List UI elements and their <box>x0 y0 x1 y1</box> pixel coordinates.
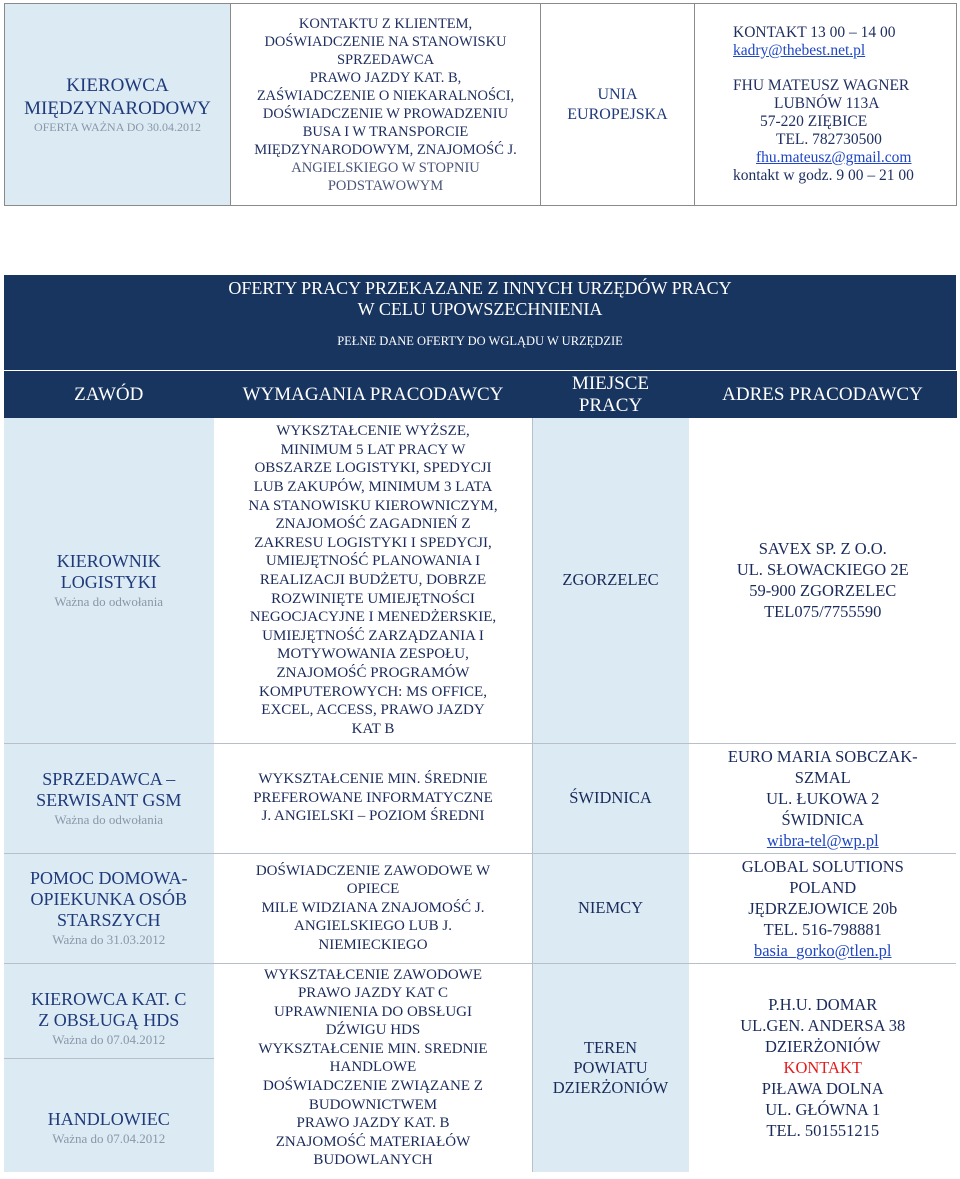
offer-address-line: UL. SŁOWACKIEGO 2E <box>736 560 909 580</box>
top-place-cell <box>541 4 695 206</box>
top-requirement-line: ANGIELSKIEGO W STOPNIU <box>291 159 480 176</box>
banner-heading <box>4 278 956 320</box>
offer-zawod-line: Z OBSŁUGĄ HDS <box>38 1009 180 1030</box>
offer-address-line: DZIERŻONIÓW <box>765 1037 881 1057</box>
offer-zawod-line: HANDLOWIEC <box>47 1108 170 1129</box>
top-contact-cell <box>695 4 957 206</box>
banner-line2: W CELU UPOWSZECHNIENIA <box>357 299 603 319</box>
offer-requirement-line: OBSZARZE LOGISTYKI, SPEDYCJI <box>254 460 492 477</box>
offer-requirement-line: DOŚWIADCZENIE ZWIĄZANE Z <box>263 1078 483 1095</box>
header-adres: ADRES PRACODAWCY <box>689 371 956 418</box>
offer-zawod <box>8 868 210 931</box>
top-phone: TEL. 782730500 <box>776 131 882 148</box>
offers-header-row <box>4 371 956 418</box>
offer-address-line: TEL075/7755590 <box>764 602 882 622</box>
header-zawod: ZAWÓD <box>4 371 214 418</box>
offer-requirement-line: DOŚWIADCZENIE ZAWODOWE W <box>255 862 491 879</box>
offer-requirement-line: PRAWO JAZDY KAT C <box>297 985 449 1002</box>
offer-requirement-line: MILE WIDZIANA ZNAJOMOŚĆ J. <box>261 899 485 916</box>
offer-address-line: EURO MARIA SOBCZAK- <box>727 746 918 766</box>
offer-zawod-line: KIEROWCA KAT. C <box>31 988 187 1009</box>
offer-validity: Ważna do odwołania <box>54 593 164 609</box>
offer-validity: Ważna do 07.04.2012 <box>52 1031 166 1047</box>
top-requirement-line: PRAWO JAZDY KAT. B, <box>309 69 462 86</box>
offer-email-link[interactable]: basia_gorko@tlen.pl <box>753 940 892 960</box>
offer-requirement-line: ZAKRESU LOGISTYKI I SPEDYCJI, <box>254 534 492 551</box>
offer-row <box>4 743 956 853</box>
offer-requirement-line: OPIECE <box>346 881 400 898</box>
offer-requirement-line: KOMPUTEROWYCH: MS OFFICE, <box>259 683 487 700</box>
offer-requirement-line: MINIMUM 5 LAT PRACY W <box>280 441 466 458</box>
offers-table <box>4 371 957 1172</box>
top-requirement-line: DOŚWIADCZENIE W PROWADZENIU <box>262 105 509 122</box>
offer-requirement-line: BUDOWLANYCH <box>313 1152 433 1169</box>
offer-address-line: 59-900 ZGORZELEC <box>749 581 897 601</box>
top-offer-table <box>4 3 957 206</box>
offer-requirement-line: WYKSZTAŁCENIE ZAWODOWE <box>264 966 482 983</box>
offer-zawod-line: POMOC DOMOWA- <box>29 868 188 888</box>
offer-requirement-line: UPRAWNIENIA DO OBSŁUGI <box>274 1003 472 1020</box>
offer-place-cell <box>532 418 689 743</box>
offer-place-line: DZIERŻONIÓW <box>552 1077 669 1097</box>
offer-zawod <box>8 769 210 811</box>
offer-zawod-line: SERWISANT GSM <box>36 789 182 810</box>
offer-requirement-line: REALIZACJI BUDŻETU, DOBRZE <box>259 571 487 588</box>
offer-address-cell <box>689 743 956 853</box>
offer-row <box>4 418 956 743</box>
offer-zawod-cell <box>4 853 214 963</box>
top-email-link[interactable]: fhu.mateusz@gmail.com <box>756 149 912 166</box>
banner-note: PEŁNE DANE OFERTY DO WGLĄDU W URZĘDZIE <box>337 334 623 348</box>
banner-line1: OFERTY PRACY PRZEKAZANE Z INNYCH URZĘDÓW PRACY <box>228 278 732 298</box>
header-miejsce-line: PRACY <box>578 394 643 416</box>
offer-zawod <box>8 989 210 1031</box>
offer-requirement-line: ZNAJOMOŚĆ PROGRAMÓW <box>276 664 470 681</box>
top-requirements-cell <box>231 4 541 206</box>
top-city: 57-220 ZIĘBICE <box>760 113 868 130</box>
offer-requirements-cell <box>214 418 532 743</box>
offer-address-cell <box>689 963 956 1172</box>
offer-address-line: ŚWIDNICA <box>781 809 864 829</box>
offer-requirement-line: WYKSZTAŁCENIE WYŻSZE, <box>276 423 470 440</box>
offer-address-line: GLOBAL SOLUTIONS <box>741 856 904 876</box>
offer-validity: Ważna do 07.04.2012 <box>52 1130 166 1146</box>
top-requirement-line: MIĘDZYNARODOWYM, ZNAJOMOŚĆ J. <box>254 141 517 158</box>
offer-requirement-line: PREFEROWANE INFORMATYCZNE <box>253 789 493 806</box>
header-miejsce-line: MIEJSCE <box>571 372 650 394</box>
offer-requirements-cell <box>214 853 532 963</box>
offer-place-line: POWIATU <box>573 1057 648 1077</box>
top-company: FHU MATEUSZ WAGNER <box>733 77 910 94</box>
offer-address-line: UL. ŁUKOWA 2 <box>766 788 880 808</box>
offer-zawod-line: STARSZYCH <box>56 910 161 930</box>
offer-place-line: TEREN <box>583 1037 638 1057</box>
offer-address-line: PIŁAWA DOLNA <box>761 1079 884 1099</box>
offer-address-line: SAVEX SP. Z O.O. <box>758 539 887 559</box>
offer-contact-label: KONTAKT <box>783 1058 862 1078</box>
offer-requirements-cell <box>214 963 532 1172</box>
offer-zawod-line: OPIEKUNKA OSÓB <box>30 889 187 909</box>
offer-place-line: ŚWIDNICA <box>569 788 652 807</box>
offer-place-line: NIEMCY <box>577 898 644 917</box>
top-place-line: EUROPEJSKA <box>567 105 668 123</box>
top-job-cell <box>5 4 231 206</box>
offer-address-line: P.H.U. DOMAR <box>768 995 878 1015</box>
offer-address-line: POLAND <box>789 877 857 897</box>
offer-requirement-line: NEGOCJACYJNE I MENEDŻERSKIE, <box>249 609 497 626</box>
offer-requirement-line: ZNAJOMOŚĆ MATERIAŁÓW <box>275 1133 471 1150</box>
offer-place-cell <box>532 853 689 963</box>
offer-requirement-line: J. ANGIELSKI – POZIOM ŚREDNI <box>261 808 485 825</box>
offer-email-link[interactable]: wibra-tel@wp.pl <box>766 830 879 850</box>
offer-requirement-line: MOTYWOWANIA ZESPOŁU, <box>277 646 469 663</box>
section-banner <box>4 275 956 370</box>
offer-place-cell <box>532 963 689 1172</box>
offer-requirement-line: BUDOWNICTWEM <box>308 1096 438 1113</box>
top-hours: kontakt w godz. 9 00 – 21 00 <box>733 167 914 184</box>
offer-requirement-line: WYKSZTAŁCENIE MIN. ŚREDNIE <box>258 771 488 788</box>
offer-address-line: UL. GŁÓWNA 1 <box>765 1100 881 1120</box>
offer-requirement-line: ANGIELSKIEGO LUB J. <box>294 918 452 935</box>
offer-address-cell <box>689 418 956 743</box>
offer-requirement-line: NA STANOWISKU KIEROWNICZYM, <box>248 497 498 514</box>
offer-zawod <box>8 551 210 593</box>
header-miejsce <box>532 371 689 418</box>
top-contact-email-link[interactable]: kadry@thebest.net.pl <box>733 42 866 59</box>
offer-address-cell <box>689 853 956 963</box>
offer-zawod-line: LOGISTYKI <box>60 571 157 592</box>
top-requirements-list <box>237 15 534 195</box>
offer-requirements-cell <box>214 743 532 853</box>
offer-requirement-line: UMIEJĘTNOŚĆ PLANOWANIA I <box>265 553 481 570</box>
top-requirement-line: SPRZEDAWCA <box>336 51 435 68</box>
offer-place-cell <box>532 743 689 853</box>
top-job-title: KIEROWCA MIĘDZYNARODOWY <box>24 75 211 119</box>
offer-zawod-cell <box>4 743 214 853</box>
offer-requirement-line: WYKSZTAŁCENIE MIN. SREDNIE <box>258 1040 488 1057</box>
offer-requirement-line: DŹWIGU HDS <box>325 1022 421 1039</box>
top-requirement-line: DOŚWIADCZENIE NA STANOWISKU <box>264 33 507 50</box>
offer-validity: Ważna do odwołania <box>54 811 164 827</box>
top-requirement-line: ZAŚWIADCZENIE O NIEKARALNOŚCI, <box>256 87 515 104</box>
offer-zawod-line: KIEROWNIK <box>56 550 161 571</box>
offer-row <box>4 853 956 963</box>
offer-requirement-line: ROZWINIĘTE UMIEJĘTNOŚCI <box>271 590 475 607</box>
top-street: LUBNÓW 113A <box>774 95 880 112</box>
offer-requirement-line: UMIEJĘTNOŚĆ ZARZĄDZANIA I <box>262 627 484 644</box>
offer-zawod <box>8 1109 210 1130</box>
offer-requirement-line: PRAWO JAZDY KAT. B <box>296 1115 450 1132</box>
header-wymagania: WYMAGANIA PRACODAWCY <box>214 371 532 418</box>
offer-requirement-line: ZNAJOMOŚĆ ZAGADNIEŃ Z <box>275 516 471 533</box>
offer-zawod-cell <box>4 963 214 1172</box>
top-requirement-line: PODSTAWOWYM <box>327 177 444 194</box>
offer-address-line: JĘDRZEJOWICE 20b <box>748 898 898 918</box>
offer-requirement-line: HANDLOWE <box>329 1059 417 1076</box>
offer-requirement-line: NIEMIECKIEGO <box>318 936 428 953</box>
top-requirement-line: KONTAKTU Z KLIENTEM, <box>298 15 473 32</box>
offer-zawod-cell <box>4 418 214 743</box>
offer-requirement-line: LUB ZAKUPÓW, MINIMUM 3 LATA <box>253 478 493 495</box>
offer-address-line: TEL. 516-798881 <box>763 919 882 939</box>
top-place-line: UNIA <box>597 85 638 103</box>
offer-address-line: SZMAL <box>794 767 851 787</box>
offer-requirement-line: KAT B <box>351 720 395 737</box>
offer-place-line: ZGORZELEC <box>562 570 659 590</box>
offer-validity: Ważna do 31.03.2012 <box>52 932 166 947</box>
offer-zawod-line: SPRZEDAWCA – <box>42 768 176 789</box>
cell-divider <box>4 1058 214 1059</box>
offer-row <box>4 963 956 1172</box>
top-requirement-line: BUSA I W TRANSPORCIE <box>302 123 469 140</box>
top-job-validity: OFERTA WAŻNA DO 30.04.2012 <box>33 120 202 134</box>
offer-requirement-line: EXCEL, ACCESS, PRAWO JAZDY <box>261 702 485 719</box>
top-contact-hours: KONTAKT 13 00 – 14 00 <box>733 24 896 41</box>
offer-address-line: TEL. 501551215 <box>766 1121 880 1141</box>
offer-address-line: UL.GEN. ANDERSA 38 <box>740 1016 906 1036</box>
